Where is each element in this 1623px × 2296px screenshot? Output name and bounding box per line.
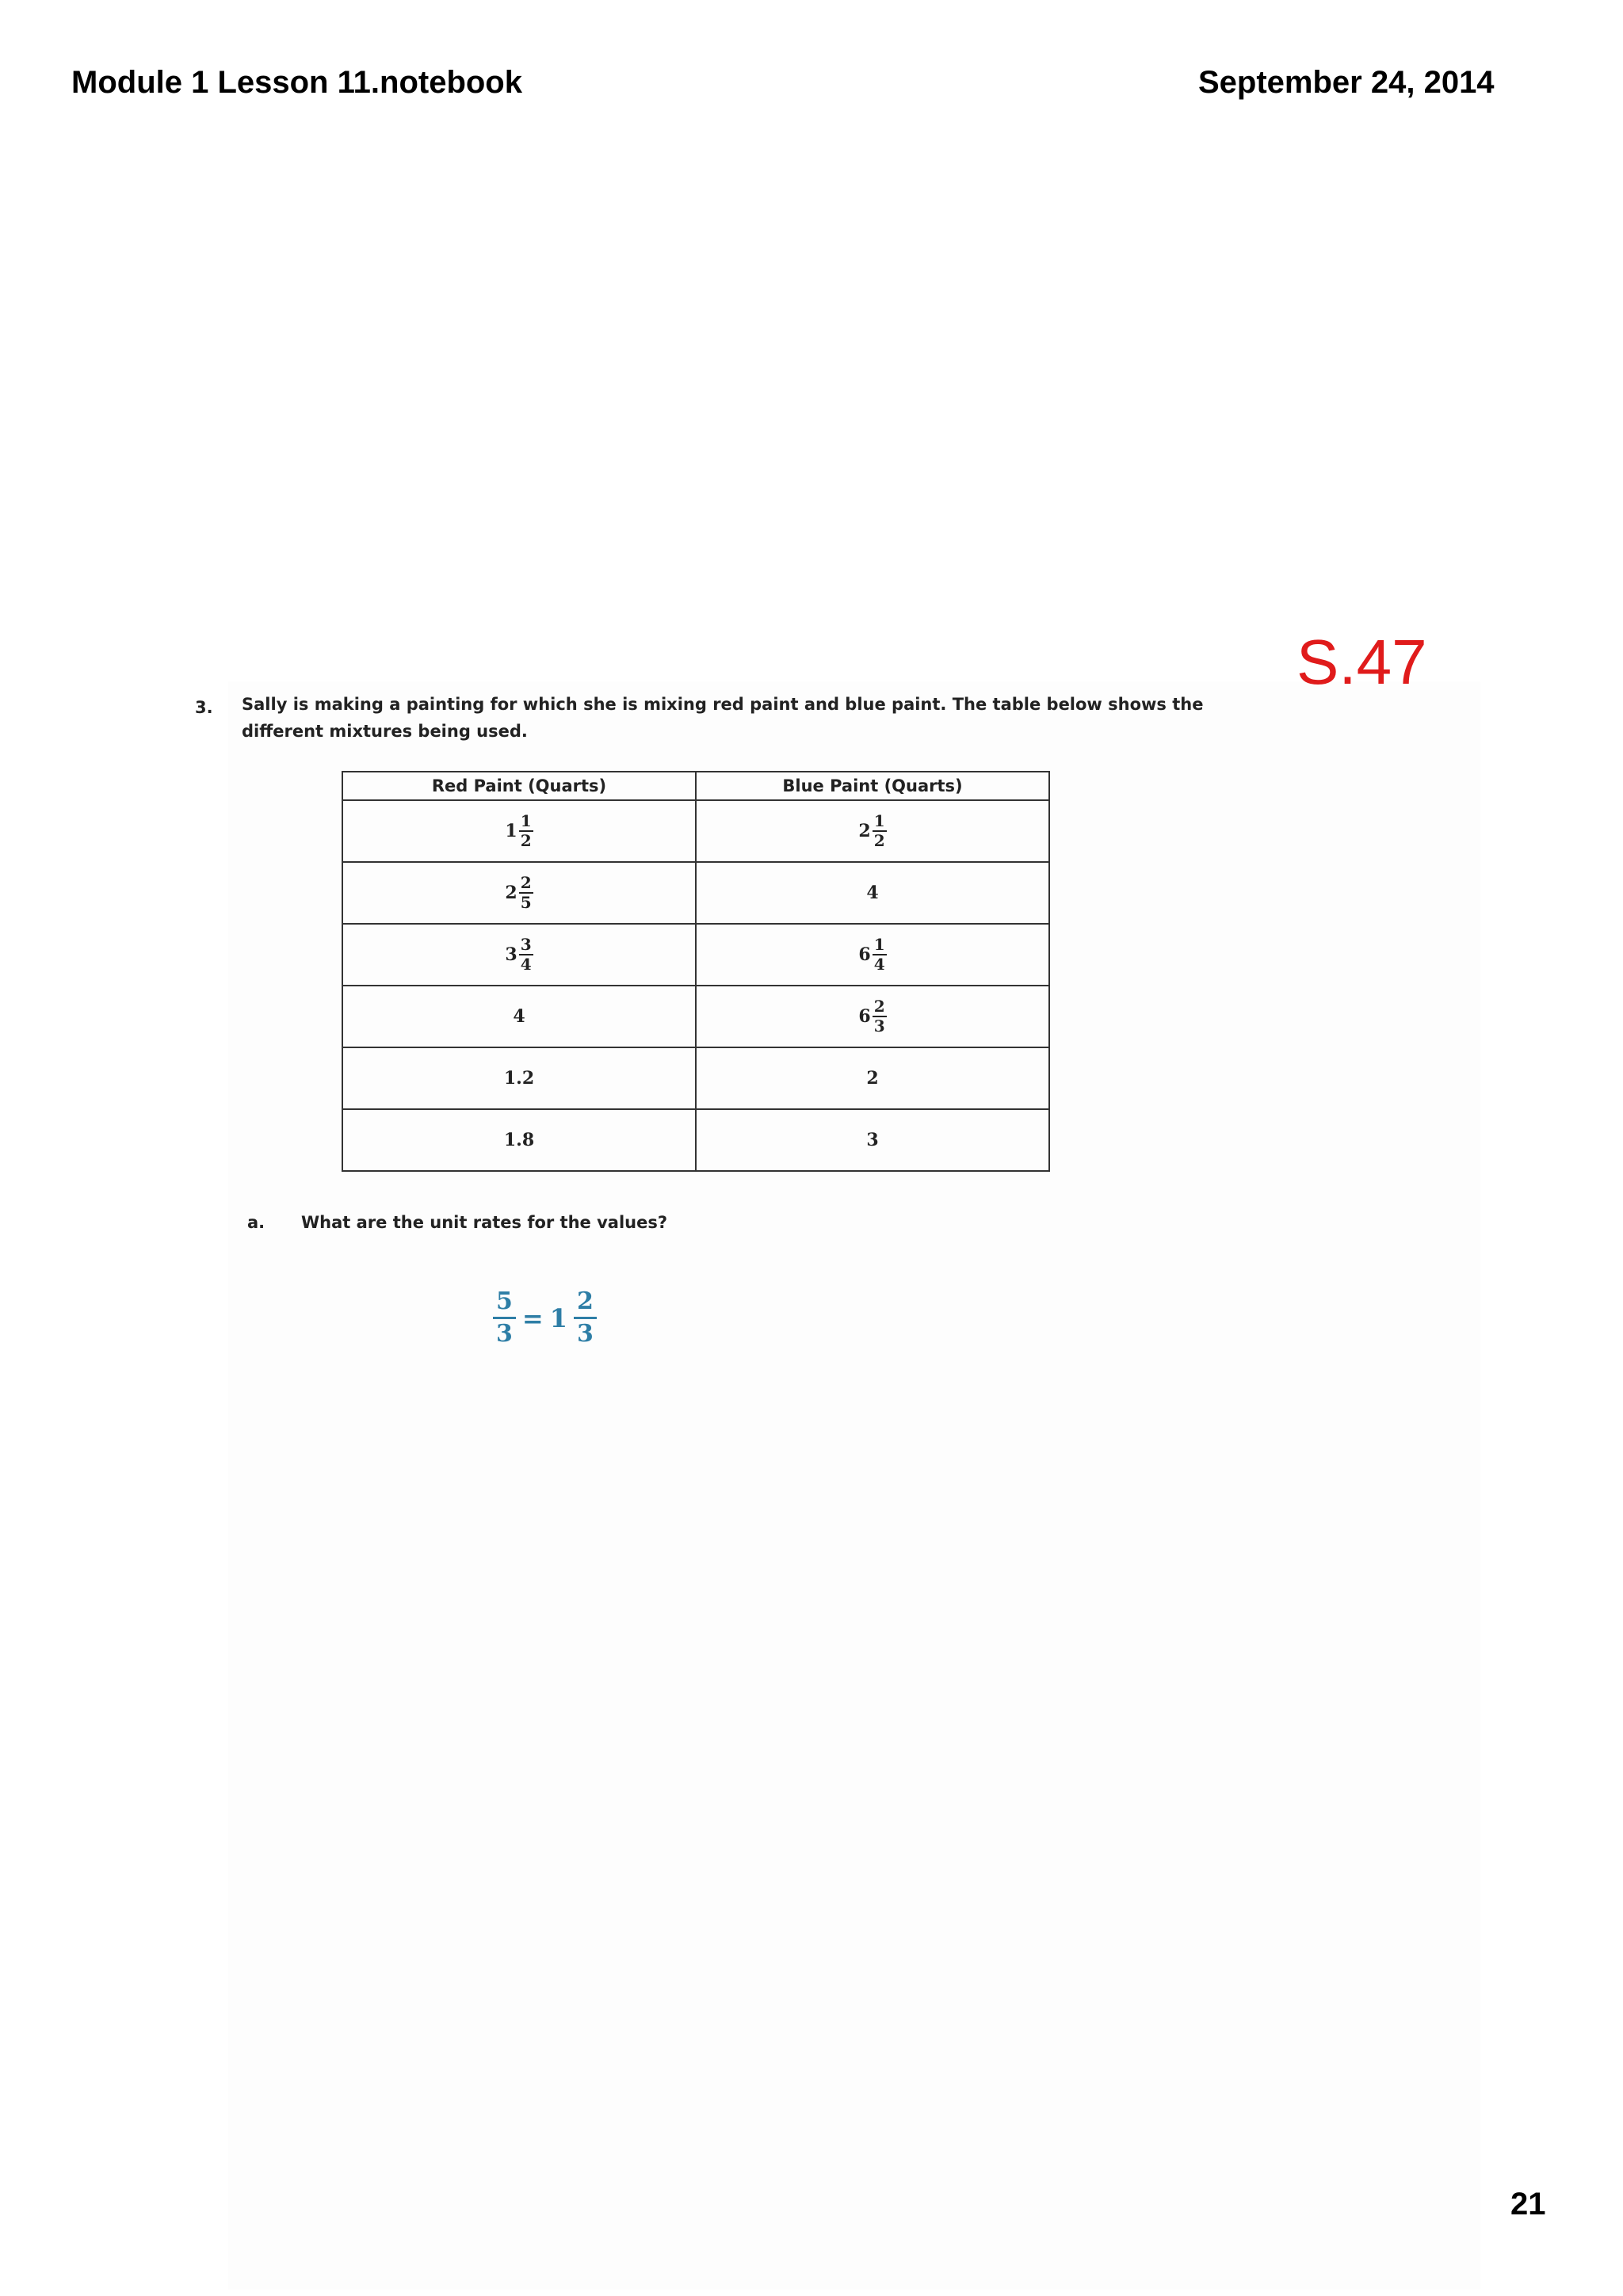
- table-row: [342, 862, 1049, 924]
- mixed-number: [505, 874, 533, 912]
- denominator: 2: [520, 831, 532, 850]
- whole-part: 1: [505, 821, 517, 841]
- denominator: 4: [873, 955, 885, 974]
- answer-right-numerator: 2: [574, 1287, 597, 1319]
- mixed-number: [858, 997, 886, 1035]
- slide-label: S.47: [1296, 627, 1427, 697]
- part-letter: a.: [247, 1213, 265, 1232]
- cell-value: 1.2: [503, 1068, 535, 1089]
- answer-fraction-right: [574, 1287, 597, 1349]
- table-cell-red: [342, 1109, 696, 1171]
- table-cell-blue: [696, 924, 1049, 986]
- numerator: 2: [520, 873, 532, 892]
- mixed-number: [505, 812, 533, 850]
- table-row: [342, 1109, 1049, 1171]
- answer-left-numerator: 5: [493, 1287, 516, 1319]
- cell-value: 3: [866, 1130, 879, 1150]
- column-header-red: Red Paint (Quarts): [342, 772, 696, 800]
- table-cell-blue: [696, 800, 1049, 862]
- handwritten-answer: [493, 1287, 597, 1349]
- document-title: Module 1 Lesson 11.notebook: [71, 65, 522, 100]
- table-cell-red: [342, 986, 696, 1047]
- cell-value: 4: [513, 1006, 525, 1027]
- problem-number: 3.: [195, 698, 213, 717]
- whole-part: 3: [505, 944, 517, 965]
- table-cell-red: [342, 924, 696, 986]
- answer-fraction-left: [493, 1287, 516, 1349]
- table-cell-blue: [696, 1047, 1049, 1109]
- table-row: [342, 800, 1049, 862]
- table-cell-blue: [696, 862, 1049, 924]
- table-cell-red: [342, 800, 696, 862]
- denominator: 5: [520, 893, 532, 912]
- fraction: [873, 997, 887, 1035]
- answer-whole-number: 1: [549, 1302, 567, 1333]
- table-row: [342, 1047, 1049, 1109]
- fraction: [519, 874, 533, 912]
- answer-right-denominator: 3: [576, 1320, 594, 1348]
- table-row: [342, 924, 1049, 986]
- answer-left-denominator: 3: [496, 1320, 513, 1348]
- mixed-number: [858, 812, 886, 850]
- part-question: What are the unit rates for the values?: [301, 1213, 668, 1232]
- answer-equals-sign: =: [521, 1302, 544, 1333]
- table-cell-red: [342, 862, 696, 924]
- denominator: 2: [873, 831, 885, 850]
- whole-part: 2: [858, 821, 871, 841]
- cell-value: 1.8: [503, 1130, 535, 1150]
- mixed-number: [858, 936, 886, 974]
- document-date: September 24, 2014: [1198, 65, 1495, 100]
- mixed-number: [505, 936, 533, 974]
- table-cell-red: [342, 1047, 696, 1109]
- fraction: [519, 812, 533, 850]
- table-cell-blue: [696, 1109, 1049, 1171]
- numerator: 1: [873, 935, 885, 954]
- cell-value: 2: [866, 1068, 879, 1089]
- whole-part: 6: [858, 1006, 871, 1027]
- table-body: [342, 800, 1049, 1171]
- denominator: 3: [873, 1016, 885, 1035]
- whole-part: 6: [858, 944, 871, 965]
- numerator: 1: [873, 811, 885, 830]
- denominator: 4: [520, 955, 532, 974]
- table-cell-blue: [696, 986, 1049, 1047]
- numerator: 1: [520, 811, 532, 830]
- fraction: [873, 812, 887, 850]
- problem-text: Sally is making a painting for which she is mixing red paint and blue paint. The table below shows the different mixtures being used.: [242, 695, 1204, 741]
- numerator: 2: [873, 997, 885, 1016]
- paint-table: [342, 771, 1050, 1172]
- table-row: [342, 986, 1049, 1047]
- fraction: [873, 936, 887, 974]
- cell-value: 4: [866, 883, 879, 903]
- numerator: 3: [520, 935, 532, 954]
- page-number: 21: [1510, 2187, 1546, 2222]
- whole-part: 2: [505, 883, 517, 903]
- column-header-blue: Blue Paint (Quarts): [696, 772, 1049, 800]
- fraction: [519, 936, 533, 974]
- table-header-row: [342, 772, 1049, 800]
